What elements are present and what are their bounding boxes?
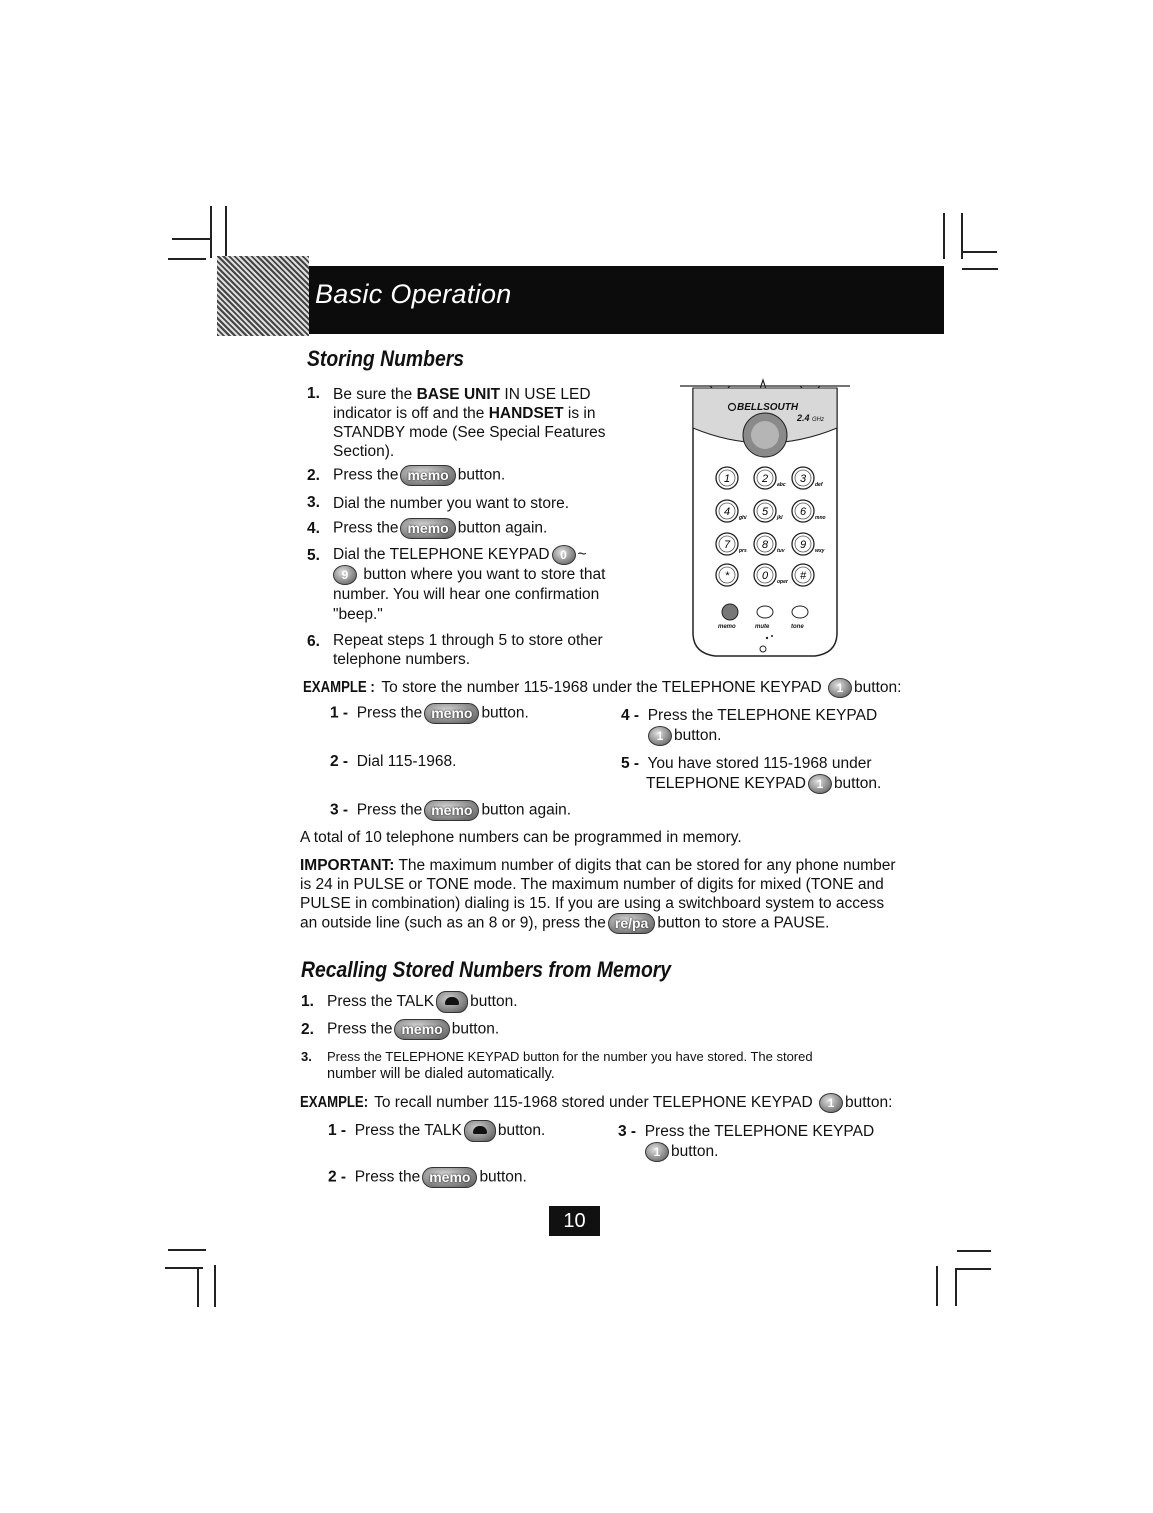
example-label: EXAMPLE : [303, 679, 375, 697]
text-run: is in [563, 405, 596, 422]
section-title-storing: Storing Numbers [307, 346, 465, 371]
text-run: Dial the TELEPHONE KEYPAD [333, 546, 550, 564]
mute-key-label: mute [755, 624, 770, 630]
crop-mark [197, 1267, 199, 1307]
text-run: Repeat steps 1 through 5 to store other [333, 632, 603, 649]
crop-mark [225, 206, 227, 258]
text-run: indicator is off and the [333, 405, 489, 422]
key-digit: 7 [723, 539, 731, 551]
memo-button-icon: memo [400, 518, 455, 539]
step-text: Dial the number you want to store. [333, 495, 570, 512]
text-run: button to store a PAUSE. [657, 914, 830, 932]
text-run: The maximum number of digits that can be stored for any phone number [394, 857, 896, 874]
keypad-9-icon: 9 [333, 565, 357, 585]
header-title: Basic Operation [315, 279, 512, 309]
item-number: 2 - [328, 1168, 347, 1186]
step-text [333, 518, 547, 539]
crop-mark [214, 1265, 216, 1307]
redial-pause-button-icon: re/pa [608, 913, 655, 934]
keypad-key-4 [716, 500, 747, 522]
key-letters: jkl [777, 515, 783, 521]
keypad-1-icon: 1 [645, 1142, 669, 1162]
text-run: Press the TALK [327, 993, 435, 1011]
step-text [333, 631, 633, 669]
page-number: 10 [549, 1206, 600, 1236]
text-run: button. [481, 704, 529, 722]
memo-button-icon: memo [422, 1167, 477, 1188]
text-run: Section). [333, 443, 395, 460]
example-item [621, 706, 901, 746]
text-run: PULSE in combination) dialing is 15. If you are using a switchboard system to access [300, 895, 885, 912]
text-bold: HANDSET [488, 405, 564, 422]
step-text [327, 1048, 897, 1083]
frequency-label: 2.4 [797, 413, 810, 423]
item-number: 2 - [330, 753, 349, 770]
key-digit: 3 [799, 473, 807, 485]
example-storing [303, 678, 901, 698]
key-digit: 9 [799, 539, 807, 551]
text-run: button: [854, 679, 902, 697]
text-run: button. [497, 1122, 546, 1140]
item-number: 3 - [330, 801, 349, 819]
text-run: an outside line (such as an 8 or 9), press the [300, 914, 606, 932]
text-run: telephone numbers. [333, 651, 471, 668]
key-digit: # [799, 570, 807, 582]
example-item [621, 754, 901, 794]
text-bold: BASE UNIT [416, 386, 501, 403]
text-run: number will be dialed automatically. [327, 1066, 555, 1082]
memo-key-icon [722, 604, 738, 620]
text-run: button where you want to store that [363, 566, 606, 584]
text-run: To recall number 115-1968 stored under TELEPHONE KEYPAD [370, 1094, 813, 1112]
key-letters: ghi [739, 515, 747, 521]
key-digit: 2 [761, 473, 769, 485]
text-run: Press the [327, 1020, 393, 1038]
crop-mark [961, 251, 997, 253]
keypad-1-icon: 1 [828, 678, 852, 698]
text-run: button. [470, 993, 518, 1011]
crop-mark [168, 1249, 206, 1251]
text-run: button. [671, 1143, 719, 1161]
step-number: 3. [307, 494, 320, 511]
key-digit: 0 [761, 570, 769, 582]
text-run: button. [451, 1020, 500, 1038]
keypad-key-star [716, 564, 738, 586]
example-recalling [300, 1093, 892, 1113]
keypad-key-9 [792, 533, 825, 555]
tone-key-label: tone [791, 624, 804, 630]
item-number: 4 - [621, 707, 640, 724]
keypad-key-6 [792, 500, 826, 522]
key-letters: def [815, 482, 823, 488]
text-run: button. [674, 727, 722, 745]
example-item [330, 703, 529, 724]
talk-button-icon [436, 991, 468, 1013]
handset-illustration [675, 378, 855, 660]
crop-mark [172, 238, 212, 240]
text-run: To store the number 115-1968 under the TELEPHONE KEYPAD [377, 679, 822, 697]
crop-mark [955, 1268, 957, 1306]
keypad-0-icon: 0 [552, 545, 576, 565]
item-number: 3 - [618, 1123, 637, 1140]
text-run: button again. [481, 801, 572, 819]
example-item [618, 1122, 898, 1162]
keypad-key-2 [754, 467, 786, 489]
item-number: 1 - [330, 704, 349, 722]
key-digit: 8 [761, 539, 769, 551]
key-letters: oper [777, 579, 788, 585]
key-letters: prs [739, 548, 747, 554]
keypad-key-3 [792, 467, 824, 489]
text-run: Press the [333, 519, 399, 537]
step-text [333, 465, 505, 486]
text-run: ~ [577, 546, 587, 564]
crop-mark [210, 206, 212, 258]
keypad-key-5 [754, 500, 783, 522]
total-note: A total of 10 telephone numbers can be programmed in memory. [300, 829, 742, 846]
text-run: Press the [333, 466, 399, 484]
step-number: 6. [307, 633, 320, 650]
keypad-1-icon: 1 [648, 726, 672, 746]
crop-mark [168, 258, 206, 260]
keypad-grid [716, 467, 826, 586]
key-letters: mno [815, 515, 826, 521]
text-run: button. [479, 1168, 527, 1186]
brand-label: BELLSOUTH [737, 402, 799, 413]
memo-button-icon: memo [424, 800, 479, 821]
text-run: button. [457, 466, 506, 484]
example-item [328, 1120, 545, 1142]
key-letters: tuv [777, 548, 785, 554]
key-digit: 1 [723, 473, 731, 485]
talk-button-icon [464, 1120, 496, 1142]
text-run: "beep." [333, 606, 383, 624]
text-run: Press the [356, 704, 423, 722]
step-number: 1. [301, 993, 314, 1010]
keypad-key-7 [716, 533, 747, 555]
crop-mark [957, 1250, 991, 1252]
important-label: IMPORTANT: [300, 857, 395, 874]
step-number: 3. [301, 1049, 312, 1064]
text-run: Press the TELEPHONE KEYPAD [644, 1123, 875, 1140]
text-run: Press the [356, 801, 423, 819]
key-digit: 5 [761, 506, 769, 518]
text-run: TELEPHONE KEYPAD [646, 775, 806, 793]
text-run: Press the TALK [354, 1122, 462, 1140]
step-text [333, 385, 633, 461]
section-title-recalling: Recalling Stored Numbers from Memory [301, 957, 672, 982]
memo-key-label: memo [718, 624, 736, 630]
text-run: Be sure the [333, 386, 417, 403]
step-text [327, 991, 518, 1013]
text-run: button. [833, 775, 882, 793]
text-run: button again. [457, 519, 548, 537]
keypad-1-icon: 1 [819, 1093, 843, 1113]
crop-mark [955, 1268, 991, 1270]
text-run: Dial 115-1968. [356, 753, 457, 770]
crop-mark [936, 1266, 938, 1306]
step-number: 4. [307, 520, 320, 537]
memo-button-icon: memo [394, 1019, 449, 1040]
step-text [327, 1019, 499, 1040]
keypad-key-0 [754, 564, 789, 586]
key-letters: abc [777, 482, 786, 488]
keypad-key-8 [754, 533, 786, 555]
mute-key-icon [757, 606, 773, 618]
item-number: 5 - [621, 755, 640, 772]
text-run: number. You will hear one confirmation [333, 586, 600, 604]
text-run: is 24 in PULSE or TONE mode. The maximum number of digits for mixed (TONE and [300, 876, 884, 893]
text-run: STANDBY mode (See Special Features [333, 424, 606, 441]
step-text [333, 545, 633, 625]
frequency-unit: GHz [812, 417, 824, 423]
example-item [330, 752, 456, 771]
step-number: 2. [301, 1021, 314, 1038]
keypad-1-icon: 1 [808, 774, 832, 794]
text-run: button: [844, 1094, 893, 1112]
crop-mark [943, 213, 945, 259]
item-number: 1 - [328, 1122, 347, 1140]
text-run: You have stored 115-1968 under [647, 755, 872, 772]
key-digit: 4 [723, 506, 731, 518]
step-number: 2. [307, 467, 320, 484]
text-run: IN USE LED [500, 386, 591, 403]
step-number: 5. [307, 547, 320, 564]
text-run: Press the TELEPHONE KEYPAD button for the number you have stored. The stored [327, 1049, 813, 1064]
text-run: Press the [354, 1168, 421, 1186]
key-digit: 6 [799, 506, 807, 518]
key-letters: wxy [815, 548, 825, 554]
memo-button-icon: memo [400, 465, 455, 486]
memo-button-icon: memo [424, 703, 479, 724]
keypad-key-1 [716, 467, 738, 489]
key-digit: * [724, 570, 730, 582]
step-number: 1. [307, 385, 320, 402]
crop-mark [962, 268, 998, 270]
keypad-key-hash [792, 564, 814, 586]
example-item [330, 800, 571, 821]
text-run: Press the TELEPHONE KEYPAD [647, 707, 878, 724]
header-texture-graphic [217, 256, 309, 336]
example-label: EXAMPLE: [300, 1094, 369, 1112]
example-item [328, 1167, 527, 1188]
important-note [300, 856, 900, 934]
tone-key-icon [792, 606, 808, 618]
microphone-icon [760, 646, 766, 652]
